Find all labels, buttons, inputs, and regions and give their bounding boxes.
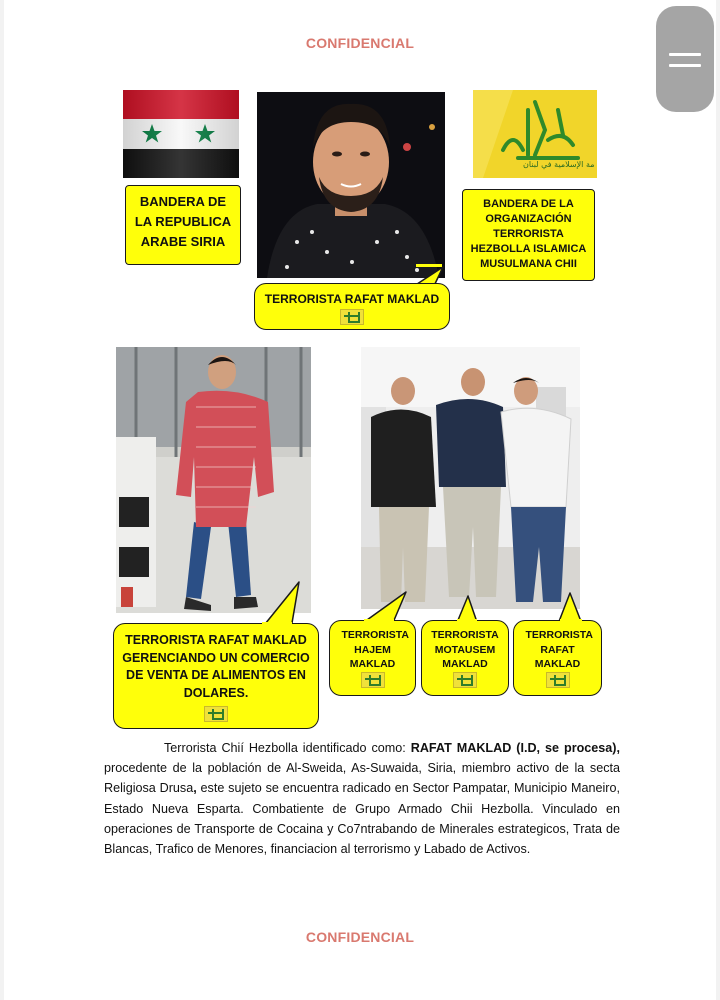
rafat-store-callout bbox=[113, 623, 319, 729]
rafat-store-photo bbox=[116, 347, 311, 613]
rafat-store-caption: TERRORISTA RAFAT MAKLAD GERENCIANDO UN COMERCIO DE VENTA DE ALIMENTOS EN DOLARES. bbox=[122, 633, 310, 700]
rafat-portrait-callout bbox=[254, 283, 450, 330]
hezbollah-logo-icon bbox=[204, 706, 228, 722]
subject-name: RAFAT MAKLAD (I.D, se procesa), bbox=[410, 741, 620, 755]
syria-flag-caption: BANDERA DE LA REPUBLICA ARABE SIRIA bbox=[125, 185, 241, 265]
syria-flag-image bbox=[123, 90, 239, 178]
body-paragraph bbox=[104, 738, 620, 859]
rafat-portrait-caption: TERRORISTA RAFAT MAKLAD bbox=[264, 292, 440, 306]
hezbollah-logo-icon bbox=[340, 309, 364, 325]
hezbollah-logo-icon bbox=[361, 672, 385, 688]
motausem-callout bbox=[421, 620, 509, 696]
hezbollah-flag-caption: BANDERA DE LA ORGANIZACIÓN TERRORISTA HEZBOLLA ISLAMICA MUSULMANA CHII bbox=[462, 189, 595, 281]
rafat-portrait-photo bbox=[257, 92, 445, 278]
hajem-callout bbox=[329, 620, 416, 696]
maklad-group-photo bbox=[361, 347, 580, 609]
document-page bbox=[4, 0, 716, 1000]
body-intro: Terrorista Chií Hezbolla identificado como: bbox=[164, 741, 411, 755]
hajem-caption: TERRORISTA HAJEM MAKLAD bbox=[341, 629, 409, 670]
confidential-header: CONFIDENCIAL bbox=[305, 35, 415, 51]
hezbollah-flag-inscription: مة الإسلامية في لبنان bbox=[523, 160, 595, 169]
motausem-caption: TERRORISTA MOTAUSEM MAKLAD bbox=[431, 629, 499, 670]
body-part-2: este sujeto se encuentra radicado en Sector Pampatar, Municipio Maneiro, Estado Nueva Esparta. Combatiente de Grupo Armado Chii Hezbolla. Vinculado en operaciones de Transporte de Cocaina y Co7ntrabando de Minerales estrategicos, Trata de Blancas, Trafico de Menores, financiacion al terrorismo y Labado de Activos. bbox=[104, 781, 620, 857]
hezbollah-logo-icon bbox=[546, 672, 570, 688]
menu-button[interactable] bbox=[656, 6, 714, 112]
rafat-group-caption: TERRORISTA RAFAT MAKLAD bbox=[525, 629, 593, 670]
rafat-group-callout bbox=[513, 620, 602, 696]
body-part-1: procedente de la población de Al-Sweida, As-Suwaida, Siria, miembro activo de la secta Religiosa Drusa bbox=[104, 761, 620, 796]
confidential-footer: CONFIDENCIAL bbox=[305, 929, 415, 945]
hezbollah-flag-image bbox=[473, 90, 597, 178]
bold-comma: , bbox=[193, 781, 197, 796]
hezbollah-logo-icon bbox=[453, 672, 477, 688]
